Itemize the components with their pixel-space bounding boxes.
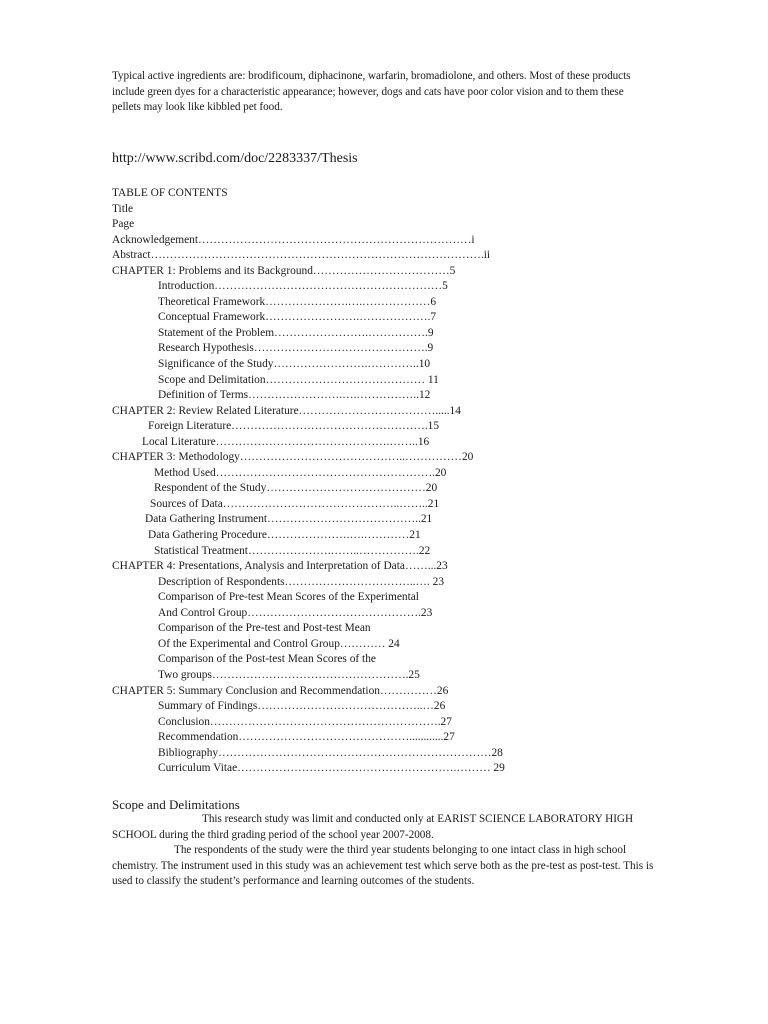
toc-entry-text: Respondent of the Study……………………………………20: [154, 482, 438, 495]
toc-entry: [112, 404, 652, 420]
toc-entry-text: Definition of Terms…………………….….……………..12: [158, 389, 431, 402]
section-paragraph-1: This research study was limit and conducted only at EARIST SCIENCE LABORATORY HIGH SCHOOL during the third grading period of the school year 2007-2008.: [112, 813, 634, 841]
toc-entry-text: Title: [112, 202, 134, 215]
toc-entry-text: TABLE OF CONTENTS: [112, 187, 228, 199]
toc-entry: [112, 466, 652, 482]
toc-entry-text: Comparison of the Post-test Mean Scores of the: [158, 653, 376, 666]
toc-entry-text: Local Literature……………………………………….……..16: [142, 435, 430, 448]
toc-entry-text: CHAPTER 1: Problems and its Background………………………………5: [112, 264, 456, 277]
toc-entry-text: Page: [112, 218, 135, 231]
toc-entry-text: Sources of Data………………………………………..……..21: [150, 497, 440, 510]
toc-entry-text: Abstract…………………………………………………………………………….ii: [112, 249, 491, 262]
toc-entry: [112, 746, 652, 762]
toc-entry-text: Scope and Delimitation…………………………………… 11: [158, 373, 439, 386]
toc-entry: [112, 528, 652, 544]
toc-entry-text: Summary of Findings……………………………………..…26: [158, 700, 446, 713]
toc-entry-text: Conclusion…………………………………………………….27: [158, 715, 452, 728]
toc-entry: [112, 481, 652, 497]
toc-entry: [112, 512, 652, 528]
toc-entry: [112, 715, 652, 731]
section-body: [112, 812, 657, 890]
toc-entry-text: Of the Experimental and Control Group………… 24: [158, 637, 400, 650]
toc-entry-text: Recommendation………………………………………............27: [158, 731, 455, 744]
toc-entry-text: CHAPTER 5: Summary Conclusion and Recommendation……………26: [112, 684, 449, 697]
toc-entry: [112, 435, 652, 451]
toc-entry: [112, 497, 652, 513]
toc-entry-text: Significance of the Study…………………….…………..10: [158, 358, 431, 371]
toc-entry: [112, 590, 652, 606]
toc-entry-text: Curriculum Vitae………………………………………………….……… 29: [158, 762, 505, 775]
toc-entry-text: Bibliography………………………………………………………………28: [158, 746, 503, 759]
toc-entry: [112, 233, 652, 249]
toc-entry: [112, 419, 652, 435]
source-url: http://www.scribd.com/doc/2283337/Thesis: [112, 151, 358, 166]
toc-entry: [112, 652, 652, 668]
toc-entry-text: CHAPTER 3: Methodology……………………………………..……………20: [112, 451, 474, 464]
toc-entry: [112, 730, 652, 746]
section-heading: Scope and Delimitations: [112, 797, 240, 812]
toc-entry: [112, 264, 652, 280]
toc-entry: [112, 606, 652, 622]
toc-entry-text: Research Hypothesis……………………………………….9: [158, 342, 434, 355]
toc-entry: [112, 559, 652, 575]
toc-entry-text: And Control Group……………………………………….23: [158, 606, 433, 619]
toc-entry: [112, 684, 652, 700]
toc-entry-text: CHAPTER 2: Review Related Literature……………………………….....14: [112, 404, 461, 417]
toc-entry-text: Theoretical Framework………………….….………………6: [158, 295, 437, 308]
toc-entry: [112, 310, 652, 326]
toc-entry: [112, 248, 652, 264]
toc-entry: [112, 544, 652, 560]
toc-entry-text: Method Used………………………………………………….20: [154, 466, 447, 479]
toc-entry: [112, 202, 652, 218]
table-of-contents: [112, 186, 652, 777]
toc-entry-text: Description of Respondents……………………………..…. 23: [158, 575, 445, 588]
toc-entry: [112, 326, 652, 342]
toc-entry: [112, 357, 652, 373]
toc-entry: [112, 373, 652, 389]
toc-entry: [112, 699, 652, 715]
toc-entry-text: Statistical Treatment………………….……..…………….22: [154, 544, 431, 557]
toc-entry: [112, 575, 652, 591]
toc-entry-text: Statement of the Problem…………………….…………….9: [158, 326, 434, 339]
toc-entry: [112, 295, 652, 311]
section-paragraph-2: The respondents of the study were the third year students belonging to one intact class in high school chemistry. The instrument used in this study was an achievement test which serve both as the pre-test as post-test. This is used to classify the student’s performance and learning outcomes of the students.: [112, 844, 654, 887]
toc-entry-text: Data Gathering Procedure………………….….…………21: [148, 529, 421, 542]
toc-entry-text: Comparison of Pre-test Mean Scores of the Experimental: [158, 591, 419, 604]
toc-entry-text: CHAPTER 4: Presentations, Analysis and Interpretation of Data……...23: [112, 560, 448, 573]
toc-entry-text: Acknowledgement………………………………………………………………i: [112, 233, 475, 246]
toc-entry-text: Data Gathering Instrument…………………………………..21: [145, 513, 433, 526]
toc-title: [112, 186, 652, 202]
toc-entry: [112, 450, 652, 466]
toc-entry-text: Conceptual Framework…………………….……………….7: [158, 311, 437, 324]
toc-entry-text: Introduction……………………………………………………5: [158, 280, 448, 293]
intro-paragraph: Typical active ingredients are: brodificoum, diphacinone, warfarin, bromadiolone, and others. Most of these products include green dyes for a characteristic appearance; however, dogs and cats have poor color vision and to them these pellets may look like kibbled pet food.: [112, 70, 631, 113]
toc-entry: [112, 668, 652, 684]
toc-entry: [112, 637, 652, 653]
toc-entry: [112, 217, 652, 233]
toc-entry: [112, 761, 652, 777]
toc-entry: [112, 279, 652, 295]
toc-entry-text: Comparison of the Pre-test and Post-test Mean: [158, 622, 371, 635]
toc-entry: [112, 388, 652, 404]
toc-entry-text: Two groups…………………………………………….25: [158, 668, 420, 681]
toc-entry: [112, 341, 652, 357]
toc-entry: [112, 621, 652, 637]
toc-entry-text: Foreign Literature…………………………………………….15: [148, 420, 440, 433]
